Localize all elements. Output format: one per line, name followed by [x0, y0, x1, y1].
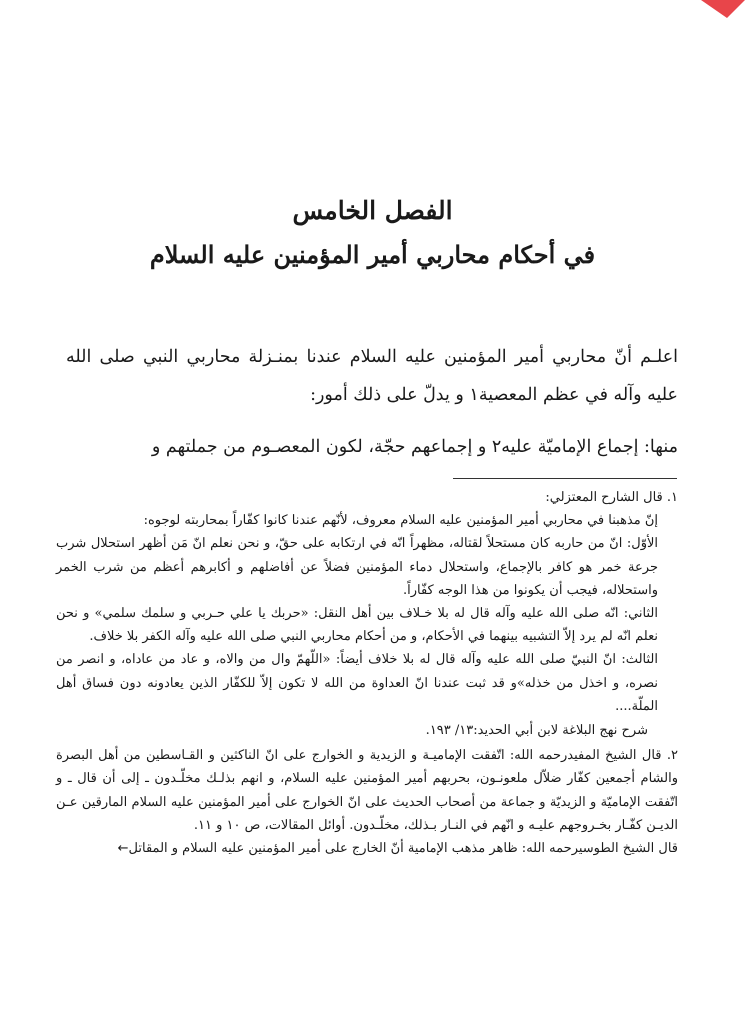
footnote-text: الثالث: انّ النبيّ صلى الله عليه وآله قال له بلا خلاف أيضاً: «اللّهمّ وال من والاه، و عاد من عاداه، و انصر من نصره، و اخذل من خذله»و قد ثبت عندنا انّ العداوة من الله لا تكون إلاّ للكفّار الذين يعادونه دون فساق أهل الملّة.... [56, 652, 658, 714]
footnotes [56, 486, 678, 860]
continue-arrow-icon: ← [117, 841, 129, 857]
footnote-continuation-text: قال الشيخ الطوسيرحمه الله: ظاهر مذهب الإمامية أنّ الخارج على أمير المؤمنين عليه السلام و المقاتل [128, 841, 678, 857]
footnote-text: الأوّل: انّ من حاربه كان مستحلاً لقتاله، مظهراً انّه في ارتكابه على حقّ، و نحن نعلم انّ مَن أظهر استحلال شرب جرعة خمر هو كافر بالإجماع، واستحلال دماء المؤمنين فضلاً عن أفاضلهم و أكابرهم أعظم من شرب الخمر واستحلاله، فيجب أن يكونوا من هذا الوجه كفّاراً. [56, 536, 658, 598]
chapter-subtitle: في أحكام محاربي أمير المؤمنين عليه السلام [149, 240, 596, 269]
footnote-heading: ١. قال الشارح المعتزلي: [545, 490, 678, 505]
footnote-text: إنّ مذهبنا في محاربي أمير المؤمنين عليه السلام معروف، لأنّهم عندنا كانوا كفّاراً بمحاربته لوجوه: [143, 513, 658, 529]
footnote-text: الثاني: انّه صلى الله عليه وآله قال له بلا خـلاف بين أهل النقل: «حربك يا علي حـربي و سلمك سلمي» و نحن نعلم انّه لم يرد إلاّ التشبيه بينهما في الأحكام، و من أحكام محاربي النبي صلى الله عليه وآله الكفر بلا خلاف. [56, 606, 658, 645]
main-paragraph: منها: إجماع الإماميّة عليه٢ و إجماعهم حجّة، لكون المعصـوم من جملتهم و [151, 437, 678, 457]
footnote-divider [453, 478, 677, 479]
main-text [66, 338, 678, 466]
main-paragraph: اعلـم أنّ محاربي أمير المؤمنين عليه السلام عندنا بمنـزلة محاربي النبي صلى الله عليه وآله في عظم المعصية١ و يدلّ على ذلك أمور: [66, 347, 678, 405]
chapter-title: الفصل الخامس [292, 196, 453, 225]
footnote-continuation [56, 837, 678, 860]
footnote-text: ٢. قال الشيخ المفيدرحمه الله: اتّفقت الإماميـة و الزيدية و الخوارج على انّ الناكثين و القـاسطين من أهل البصرة والشام أجمعين كفّار ضلاّل ملعونـون، بحربهم أمير المؤمنين عليه السلام، و انهم بذلـك مخلّـدون ـ إلى أن قال ـ و اتّفقت الإماميّة و الزيديّة و جماعة من أصحاب الحديث على انّ الخوارج على أمير المؤمنين عليه السلام المارقين عـن الديـن كفّـار بخـروجهم عليـه و انّهم في النـار بـذلك، مخلّـدون. أوائل المقالات، ص ١٠ و ١١. [56, 748, 678, 833]
footnote-source: شرح نهج البلاغة لابن أبي الحديد:١٣/ ١٩٣. [425, 723, 648, 739]
